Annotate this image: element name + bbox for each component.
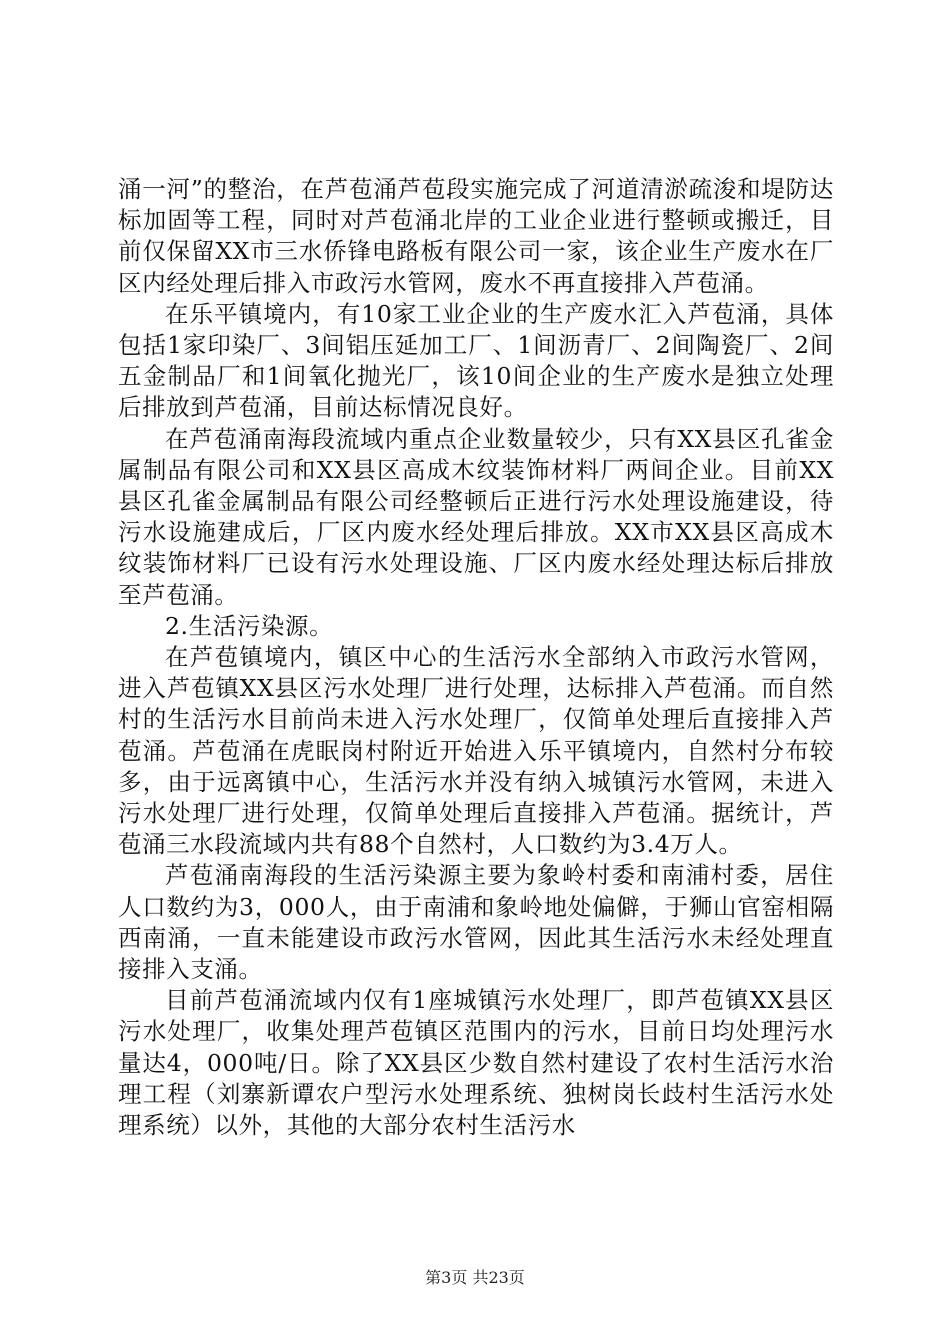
section-heading-domestic-pollution: 2.生活污染源。	[165, 611, 334, 640]
paragraph-treatment-plant: 目前芦苞涌流域内仅有1座城镇污水处理厂，即芦苞镇XX县区污水处理厂，收集处理芦苞镇区范围内的污水，目前日均处理污水量达4，000吨/日。除了XX县区少数自然村建设了农村生活污水治理工程（刘寨新谭农户型污水处理系统、独树岗长歧村生活污水处理系统）以外，其他的大部分农村生活污水	[118, 986, 834, 1140]
paragraph-nanhai-enterprises: 在芦苞涌南海段流域内重点企业数量较少，只有XX县区孔雀金属制品有限公司和XX县区高成木纹装饰材料厂两间企业。目前XX县区孔雀金属制品有限公司经整顿后正进行污水处理设施建设，待污水设施建成后，厂区内废水经处理后排放。XX市XX县区高成木纹装饰材料厂已设有污水处理设施、厂区内废水经处理达标后排放至芦苞涌。	[118, 424, 834, 609]
document-body	[118, 174, 834, 1141]
paragraph-nanhai-domestic-sewage: 芦苞涌南海段的生活污染源主要为象岭村委和南浦村委，居住人口数约为3，000人，由于南浦和象岭地处偏僻，于狮山官窑相隔西南涌，一直未能建设市政污水管网，因此其生活污水未经处理直接排入支涌。	[118, 861, 834, 984]
paragraph-lubao-domestic-sewage: 在芦苞镇境内，镇区中心的生活污水全部纳入市政污水管网，进入芦苞镇XX县区污水处理厂进行处理，达标排入芦苞涌。而自然村的生活污水目前尚未进入污水处理厂，仅简单处理后直接排入芦苞涌。芦苞涌在虎眠岗村附近开始进入乐平镇境内，自然村分布较多，由于远离镇中心，生活污水并没有纳入城镇污水管网，未进入污水处理厂进行处理，仅简单处理后直接排入芦苞涌。据统计，芦苞涌三水段流域内共有88个自然村，人口数约为3.4万人。	[118, 643, 834, 859]
paragraph-leping-industry: 在乐平镇境内，有10家工业企业的生产废水汇入芦苞涌，具体包括1家印染厂、3间铝压延加工厂、1间沥青厂、2间陶瓷厂、2间五金制品厂和1间氧化抛光厂，该10间企业的生产废水是独立处理后排放到芦苞涌，目前达标情况良好。	[118, 299, 834, 422]
page-number-footer: 第3页 共23页	[425, 1268, 525, 1287]
paragraph-continued: 涌一河”的整治，在芦苞涌芦苞段实施完成了河道清淤疏浚和堤防达标加固等工程，同时对芦苞涌北岸的工业企业进行整顿或搬迁，目前仅保留XX市三水侨锋电路板有限公司一家，该企业生产废水在厂区内经处理后排入市政污水管网，废水不再直接排入芦苞涌。	[118, 175, 834, 297]
